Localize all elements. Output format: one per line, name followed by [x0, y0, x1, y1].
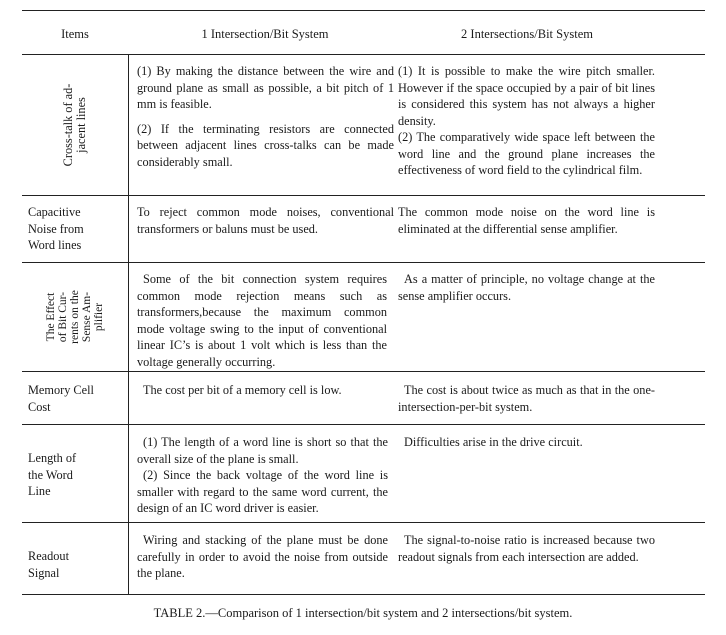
row-1-col1: [137, 63, 394, 170]
row-3-col2: [398, 271, 655, 304]
row-4-col2-para-1: The cost is about twice as much as that in the one-intersection-per-bit system.: [398, 383, 655, 414]
row-6-item-line-1: Readout: [28, 549, 69, 563]
row-5-item: [28, 450, 124, 500]
row-4-col1: [137, 382, 394, 399]
row-3-item-line-4: Sense Am-: [81, 291, 93, 342]
row-1-col2-para-2: (2) The comparatively wide space left between the word line and the ground plane increases the effectiveness of word field to the cylindrical film.: [398, 130, 655, 177]
row-5-item-line-3: Line: [28, 484, 51, 498]
row-3-item-line-5: plifier: [93, 302, 105, 331]
row-1-item-line-1: Cross-talk of ad-: [61, 83, 75, 166]
row-5-item-line-2: the Word: [28, 467, 73, 482]
row-1-item: [22, 54, 128, 195]
row-1-col1-para-2: (2) If the terminating resistors are connected between adjacent lines cross-talks can be made considerably small.: [137, 121, 394, 169]
row-5-col2: [398, 434, 655, 451]
row-4-item-line-2: Cost: [28, 399, 51, 414]
row-5-col2-para-1: Difficulties arise in the drive circuit.: [404, 435, 583, 449]
row-6-col2-para-1: The signal-to-noise ratio is increased because two readout signals from each intersection are added.: [398, 533, 655, 564]
table-top-rule: [22, 10, 705, 11]
row-2-col1: [137, 204, 394, 237]
row-6-col2: [398, 532, 655, 565]
row-2-col1-para-1: To reject common mode noises, conventional transformers or baluns must be used.: [137, 205, 394, 236]
row-5-col1-para-1: (1) The length of a word line is short so that the overall size of the plane is small.: [137, 435, 388, 466]
row-4-item-line-1: Memory Cell: [28, 383, 94, 397]
row-3-item: [22, 262, 128, 371]
table-bottom-rule: [22, 594, 705, 595]
row-1-item-line-2: jacent lines: [74, 96, 88, 153]
row-3-col2-para-1: As a matter of principle, no voltage change at the sense amplifier occurs.: [398, 272, 655, 303]
row-rule-5: [22, 522, 705, 523]
row-6-item: [28, 548, 124, 581]
table-caption: TABLE 2.—Comparison of 1 intersection/bit system and 2 intersections/bit system.: [153, 606, 573, 620]
row-3-item-text: [45, 290, 105, 344]
row-1-col2: [398, 63, 655, 179]
row-rule-1: [22, 195, 705, 196]
row-4-col1-para-1: The cost per bit of a memory cell is low.: [143, 383, 342, 397]
row-2-item-line-3: Word lines: [28, 238, 82, 252]
row-2-col2-para-1: The common mode noise on the word line is eliminated at the differential sense amplifier.: [398, 205, 655, 236]
row-1-item-text: [62, 83, 88, 166]
row-3-item-line-1: The Effect: [45, 292, 57, 341]
row-2-col2: [398, 204, 655, 237]
row-5-col1: [137, 434, 388, 517]
row-rule-3: [22, 371, 705, 372]
row-4-item: [28, 382, 124, 415]
row-1-col2-para-1: (1) It is possible to make the wire pitch smaller. However if the space occupied by a pair of bit lines is considered this system has not always a higher density.: [398, 64, 655, 128]
item-column-divider: [128, 54, 129, 594]
header-items: Items: [61, 27, 89, 41]
row-1-col1-para-1: (1) By making the distance between the wire and ground plane as small as possible, a bit pitch of 1 mm is feasible.: [137, 64, 394, 111]
header-col1: 1 Intersection/Bit System: [201, 27, 329, 41]
row-5-item-line-1: Length of: [28, 451, 77, 465]
row-2-item-line-1: Capacitive: [28, 205, 81, 219]
row-3-item-line-2: of Bit Cur-: [57, 291, 69, 342]
row-3-col1: [137, 271, 387, 370]
row-4-col2: [398, 382, 655, 415]
header-col2: 2 Intersections/Bit System: [461, 27, 593, 41]
row-2-item: [28, 204, 124, 254]
row-6-col1-para-1: Wiring and stacking of the plane must be done carefully in order to avoid the noise from outside the plane.: [137, 533, 388, 580]
row-2-item-line-2: Noise from: [28, 221, 84, 236]
row-rule-4: [22, 424, 705, 425]
row-3-item-line-3: rents on the: [69, 289, 81, 344]
row-6-col1: [137, 532, 388, 582]
row-3-col1-para-1: Some of the bit connection system requires common mode rejection means such as transformers,because the maximum common mode voltage swing to the input of conventional linear IC’s is about 1 volt which is less than the voltage generally occurring.: [137, 272, 387, 369]
row-5-col1-para-2: (2) Since the back voltage of the word line is smaller with regard to the same word current, the design of an IC word driver is easier.: [137, 468, 388, 515]
row-6-item-line-2: Signal: [28, 565, 60, 580]
